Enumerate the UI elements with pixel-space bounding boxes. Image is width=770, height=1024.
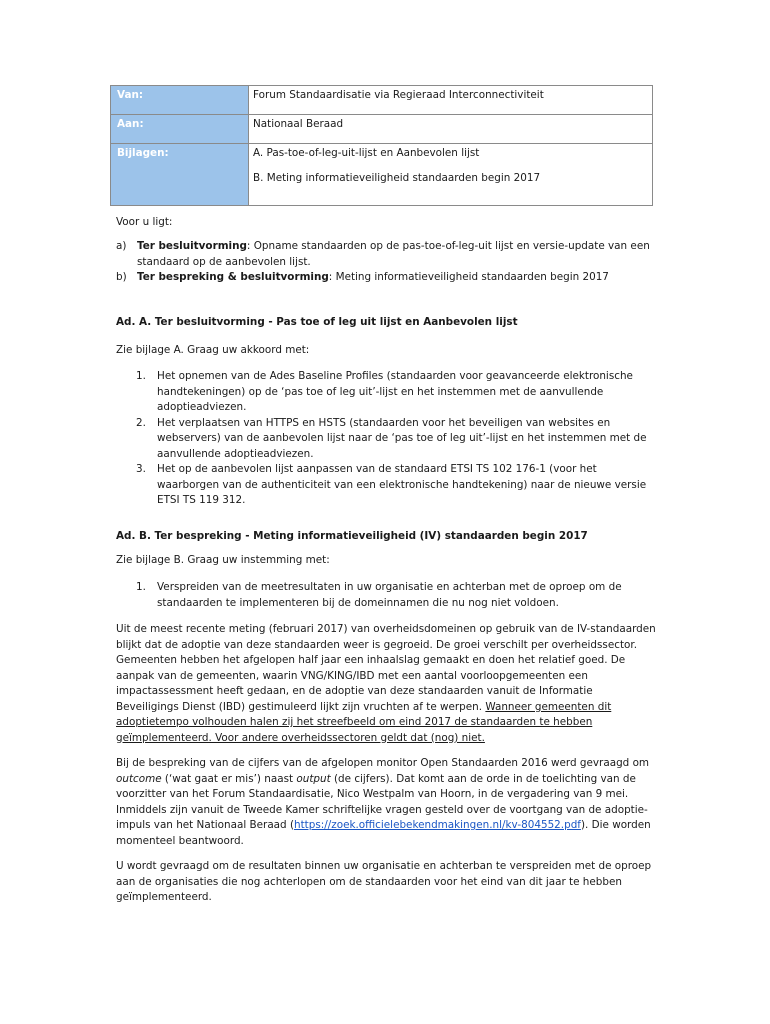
list-item [136, 462, 648, 509]
agenda-text: : Opname standaarden op de pas-toe-of-leg-uit lijst en versie-update van een standaard op de aanbevolen lijst. [137, 240, 650, 268]
agenda-marker: b) [116, 271, 127, 283]
list-marker: 1. [136, 370, 146, 382]
list-text: Het op de aanbevolen lijst aanpassen van de standaard ETSI TS 102 176-1 (voor het waarborgen van de authenticiteit van een elektronische handtekening) naar de nieuwe versie ETSI TS 119 312. [157, 463, 647, 506]
paragraph-text: Bij de bespreking van de cijfers van de afgelopen monitor Open Standaarden 2016 werd gevraagd om [116, 757, 650, 769]
paragraph-discussion [116, 756, 656, 849]
list-item [136, 416, 648, 463]
agenda-item [116, 239, 656, 270]
list-marker: 3. [136, 463, 146, 475]
list-marker: 2. [136, 416, 146, 429]
list-text: Het opnemen van de Ades Baseline Profiles (standaarden voor geavanceerde elektronische handtekeningen) op de ‘pas toe of leg uit’-lijst en het instemmen met de aanvullende adoptieadviezen. [157, 370, 633, 413]
agenda-list [116, 239, 656, 286]
list-item [136, 369, 648, 416]
underlined-text: Wanneer gemeenten dit adoptietempo volhouden halen zij het streefbeeld om eind 2017 de standaarden te hebben geïmplementeerd. Voor andere overheidssectoren geldt dat (nog) niet. [116, 700, 612, 744]
section-a-list [136, 369, 648, 509]
italic-term: output [296, 772, 331, 785]
list-text: Verspreiden van de meetresultaten in uw organisatie en achterban met de oproep om de standaarden te implementeren bij de domeinnamen die nu nog niet voldoen. [157, 581, 622, 609]
agenda-text: : Meting informatieveiligheid standaarden begin 2017 [328, 271, 609, 283]
memo-row-from [111, 86, 653, 115]
paragraph-measurement [116, 622, 656, 746]
section-a-intro: Zie bijlage A. Graag uw akkoord met: [116, 344, 310, 356]
attachment-a: A. Pas-toe-of-leg-uit-lijst en Aanbevolen lijst [253, 147, 480, 159]
section-b-list [136, 580, 648, 611]
paragraph-text: Uit de meest recente meting (februari 2017) van overheidsdomeinen op gebruik van de IV-standaarden blijkt dat de adoptie van deze standaarden weer is gegroeid. De groei verschilt per overheidssector. Gemeenten hebben het afgelopen half jaar een inhaalslag gemaakt en doen het relatief goed. De aanpak van de gemeenten, waarin VNG/KING/IBD met een aantal voorloopgemeenten een impactassessment heeft gedaan, en de adoptie van deze standaarden vanuit de Informatie Beveiligings Dienst (IBD) gestimuleerd lijkt zijn vruchten af te werpen. [116, 623, 656, 713]
memo-header-table [110, 85, 653, 206]
memo-row-attachments [111, 144, 653, 206]
kamervragen-link[interactable]: https://zoek.officielebekendmakingen.nl/kv-804552.pdf [294, 819, 581, 831]
section-a-heading: Ad. A. Ter besluitvorming - Pas toe of leg uit lijst en Aanbevolen lijst [116, 316, 518, 328]
paragraph-text: ). Die worden momenteel beantwoord. [116, 819, 651, 847]
to-label: Aan: [111, 115, 249, 144]
agenda-marker: a) [116, 240, 127, 252]
attachments-value [249, 144, 653, 206]
agenda-item [116, 270, 656, 286]
list-marker: 1. [136, 581, 146, 593]
list-text: Het verplaatsen van HTTPS en HSTS (standaarden voor het beveiligen van websites en webservers) van de aanbevolen lijst naar de ‘pas toe of leg uit’-lijst en het instemmen met de aanvullende adoptieadviezen. [157, 416, 647, 460]
paragraph-text: (‘wat gaat er mis’) naast [161, 772, 297, 785]
intro-text: Voor u ligt: [116, 216, 173, 228]
agenda-bold: Ter besluitvorming [137, 240, 247, 252]
paragraph-text: (de cijfers). Dat komt aan de orde in de toelichting van de voorzitter van het Forum Standaardisatie, Nico Westpalm van Hoorn, in de vergadering van 9 mei. Inmiddels zijn vanuit de Tweede Kamer schriftelijke vragen gesteld over de voortgang van de adoptie-impuls van het Nationaal Beraad ( [116, 772, 648, 831]
section-b-intro: Zie bijlage B. Graag uw instemming met: [116, 554, 330, 566]
italic-term: outcome [116, 772, 162, 785]
section-b-heading: Ad. B. Ter bespreking - Meting informatieveiligheid (IV) standaarden begin 2017 [116, 530, 588, 542]
attachment-b: B. Meting informatieveiligheid standaarden begin 2017 [253, 172, 541, 184]
agenda-bold: Ter bespreking & besluitvorming [137, 271, 329, 283]
memo-row-to [111, 115, 653, 144]
from-value: Forum Standaardisatie via Regieraad Interconnectiviteit [249, 86, 653, 115]
attachments-label: Bijlagen: [111, 144, 249, 206]
from-label: Van: [111, 86, 249, 115]
paragraph-request: U wordt gevraagd om de resultaten binnen uw organisatie en achterban te verspreiden met de oproep aan de organisaties die nog achterlopen om de standaarden voor het eind van dit jaar te hebben geïmplementeerd. [116, 860, 652, 903]
to-value: Nationaal Beraad [249, 115, 653, 144]
list-item [136, 580, 648, 611]
